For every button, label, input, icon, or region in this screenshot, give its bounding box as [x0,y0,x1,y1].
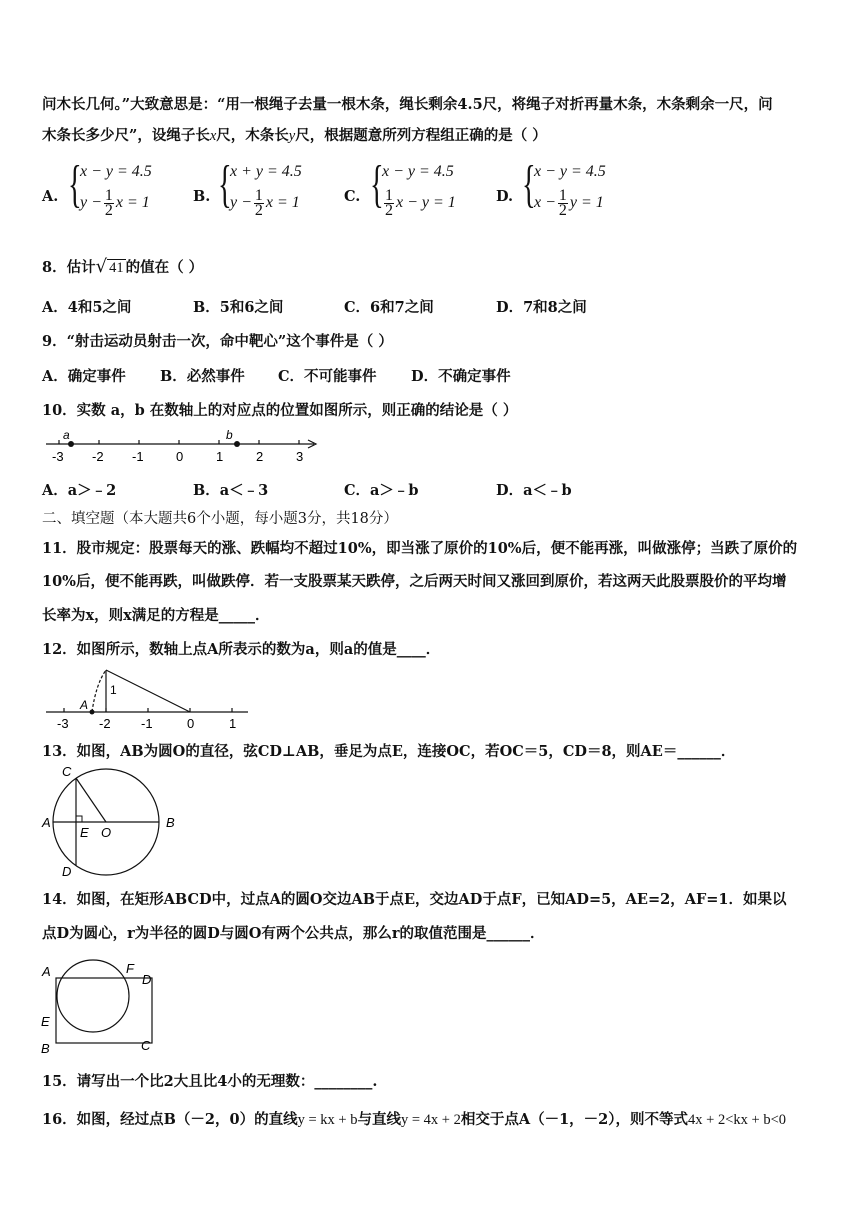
label-a: A [42,815,51,830]
q14-rectangle-figure [38,960,163,1056]
tick-label: 0 [176,449,184,464]
label-b: B [41,1041,50,1056]
q9-option-b[interactable]: B．必然事件 [160,368,245,385]
q7-line2-c: 尺，根据题意所列方程组正确的是（ ） [295,127,547,144]
q10-number-line [42,425,322,465]
q8-option-a[interactable]: A．4和5之间 [42,299,132,316]
var-y: y [288,128,296,144]
q11-line1: 11．股市规定：股票每天的涨、跌幅均不超过10%，即当涨了原价的10%后，便不能再涨，叫做涨停；当跌了原价的 [42,540,798,557]
q10-option-a[interactable]: A．a＞﹣2 [42,482,117,499]
q9-option-d[interactable]: D．不确定事件 [411,368,511,385]
q7-option-d-label[interactable]: D. [496,188,514,205]
tick-label: 1 [229,716,237,731]
tick-label: -3 [57,716,69,731]
label-c: C [62,764,72,779]
q7-c-eq1: x − y = 4.5 [382,163,454,180]
right-angle-mark [76,816,82,822]
segment-oc [76,778,106,822]
q7-option-b-label[interactable]: B. [193,188,211,205]
tick-label: 2 [256,449,264,464]
label-a: A [80,698,89,712]
arc-dashed [92,670,106,712]
q7-a-eq1: x − y = 4.5 [80,163,152,180]
q7-d-eq1: x − y = 4.5 [534,163,606,180]
q7-d-eq2: x − $\frac{1}{2}$ y = 1 [534,187,604,219]
q10-option-c[interactable]: C．a＞﹣b [344,482,419,499]
q11-line2: 10%后，便不能再跌，叫做跌停．若一支股票某天跌停，之后两天时间又涨回到原价，若这两天此股票股价的平均增 [42,573,787,590]
circle-o [57,960,129,1032]
tick-label: 0 [187,716,195,731]
label-1: 1 [110,683,117,697]
q14-line1: 14．如图，在矩形ABCD中，过点A的圆O交边AB于点E，交边AD于点F，已知AD=5，AE=2，AF=1．如果以 [42,891,787,908]
label-d: D [142,972,152,987]
fraction: $\frac{1}{2}$ [104,187,113,219]
q7-c-eq2: $\frac{1}{2}$ x − y = 1 [385,187,456,219]
label-f: F [126,961,134,976]
label-a: A [42,964,51,979]
point-a-label: a [63,428,70,442]
q7-line2 [42,124,547,145]
brace-icon: { [522,156,536,213]
q14-line2: 点D为圆心，r为半径的圆D与圆O有两个公共点，那么r的取值范围是______． [42,925,545,942]
q7-option-a-label[interactable]: A. [42,188,59,205]
q10-option-d[interactable]: D．a＜﹣b [496,482,572,499]
q9-option-a[interactable]: A．确定事件 [42,368,126,385]
q7-line2-a: 木条长多少尺”，设绳子长 [42,127,210,144]
q10-option-b[interactable]: B．a＜﹣3 [193,482,269,499]
point-b-dot [234,441,240,447]
q8-option-d[interactable]: D．7和8之间 [496,299,587,316]
section-heading: 二、填空题（本大题共6个小题，每小题3分，共18分） [42,511,398,527]
label-b: B [166,815,175,830]
tick-label: -2 [92,449,104,464]
q10-stem: 10．实数 a，b 在数轴上的对应点的位置如图所示，则正确的结论是（ ） [42,402,518,419]
tick-label: -1 [132,449,144,464]
q16-inequality: 4x + 2<kx + b<0 [688,1112,786,1128]
tick-label: 3 [296,449,304,464]
q16-eq2: y = 4x + 2 [400,1112,461,1128]
q8-stem: 8．估计√ 41 的值在（ ） [42,256,204,277]
rectangle-abcd [56,978,152,1043]
q12-figure [42,664,257,734]
tick-label: 1 [216,449,224,464]
q9-option-c[interactable]: C．不可能事件 [278,368,377,385]
label-e: E [41,1014,50,1029]
q8-radicand: 41 [109,260,124,276]
fraction: $\frac{1}{2}$ [558,187,567,219]
point-a-dot [90,710,95,715]
q13-stem: 13．如图，AB为圆O的直径，弦CD⊥AB，垂足为点E，连接OC，若OC＝5，CD＝8，则AE＝______． [42,743,736,760]
brace-icon: { [370,156,384,213]
label-e: E [80,825,89,840]
q16-stem: 16．如图，经过点B（－2，0）的直线y = kx + b与直线y = 4x + 2相交于点A（－1，－2），则不等式4x + 2<kx + b<0 [42,1111,786,1128]
q7-line1: 问木长几何。”大致意思是：“用一根绳子去量一根木条，绳长剩余4.5尺，将绳子对折再量木条，木条剩余一尺，问 [42,96,773,113]
fraction: $\frac{1}{2}$ [385,187,393,219]
sqrt-icon: √ [95,256,108,277]
q16-eq1: y = kx + b [297,1112,358,1128]
brace-icon: { [68,156,82,213]
q9-stem: 9．“射击运动员射击一次，命中靶心”这个事件是（ ） [42,333,393,350]
brace-icon: { [218,156,232,213]
point-b-label: b [226,428,233,442]
label-d: D [62,864,72,879]
q8-option-b[interactable]: B．5和6之间 [193,299,284,316]
q7-a-eq2: y − $\frac{1}{2}$ x = 1 [80,187,150,219]
q7-b-eq2: y − $\frac{1}{2}$ x = 1 [230,187,300,219]
q7-b-eq1: x + y = 4.5 [230,163,302,180]
fraction: $\frac{1}{2}$ [254,187,263,219]
q13-circle-figure [40,764,180,880]
q12-stem: 12．如图所示，数轴上点A所表示的数为a，则a的值是____． [42,641,441,658]
q7-line2-b: 尺，木条长 [216,127,289,144]
tick-label: -2 [99,716,111,731]
label-c: C [141,1038,151,1053]
q8-option-c[interactable]: C．6和7之间 [344,299,434,316]
q11-line3: 长率为x，则x满足的方程是_____． [42,607,270,624]
tick-label: -1 [141,716,153,731]
label-o: O [101,825,112,840]
q7-option-c-label[interactable]: C. [344,188,361,205]
tick-label: -3 [52,449,64,464]
hypotenuse [106,670,190,712]
var-x: x [209,128,217,144]
q15-stem: 15．请写出一个比2大且比4小的无理数：________. [42,1073,378,1090]
